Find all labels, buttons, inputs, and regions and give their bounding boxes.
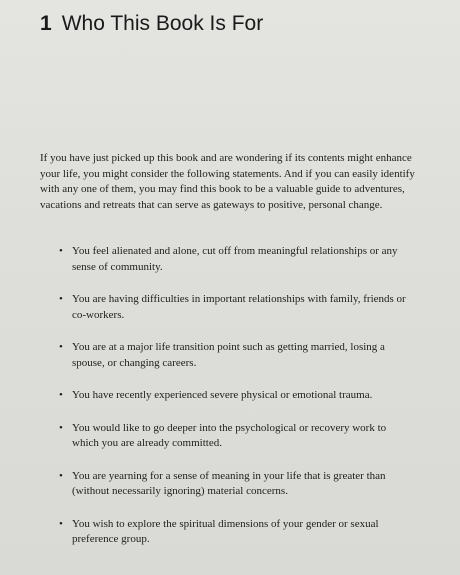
list-item: [59, 469, 411, 500]
bullet-icon: •: [59, 341, 63, 353]
bullet-icon: •: [59, 389, 63, 401]
list-item: [59, 340, 411, 371]
chapter-title: Who This Book Is For: [61, 12, 264, 35]
bullet-icon: •: [59, 245, 63, 257]
list-item: [59, 388, 411, 404]
bullet-icon: •: [59, 421, 63, 434]
bullet-icon: •: [59, 293, 63, 305]
statement-text: You wish to explore the spiritual dimensions of your gender or sexual preference group.: [72, 517, 379, 545]
list-item: [59, 517, 411, 548]
statement-text: You have recently experienced severe physical or emotional trauma.: [72, 389, 373, 401]
list-item: [59, 244, 411, 275]
bullet-icon: •: [59, 517, 63, 530]
chapter-heading: [40, 10, 263, 38]
list-item: [59, 421, 411, 452]
statement-text: You would like to go deeper into the psychological or recovery work to which you are already committed.: [72, 421, 387, 449]
statement-text: You feel alienated and alone, cut off from meaningful relationships or any sense of community.: [72, 245, 398, 273]
chapter-number: 1: [40, 12, 52, 35]
intro-paragraph: If you have just picked up this book and are wondering if its contents might enhance your life, you might consider the following statements. And if you can easily identify with any one of them, you may find this book to be a valuable guide to adventures, vacations and retreats that can serve as gateways to positive, personal change.: [40, 152, 415, 211]
list-item: [59, 292, 411, 323]
statement-list: [59, 244, 411, 565]
statement-text: You are yearning for a sense of meaning in your life that is greater than (without necessarily ignoring) material concerns.: [72, 469, 386, 497]
statement-text: You are at a major life transition point such as getting married, losing a spouse, or changing careers.: [72, 341, 385, 369]
statement-text: You are having difficulties in important relationships with family, friends or co-workers.: [72, 293, 406, 321]
bullet-icon: •: [59, 469, 63, 482]
